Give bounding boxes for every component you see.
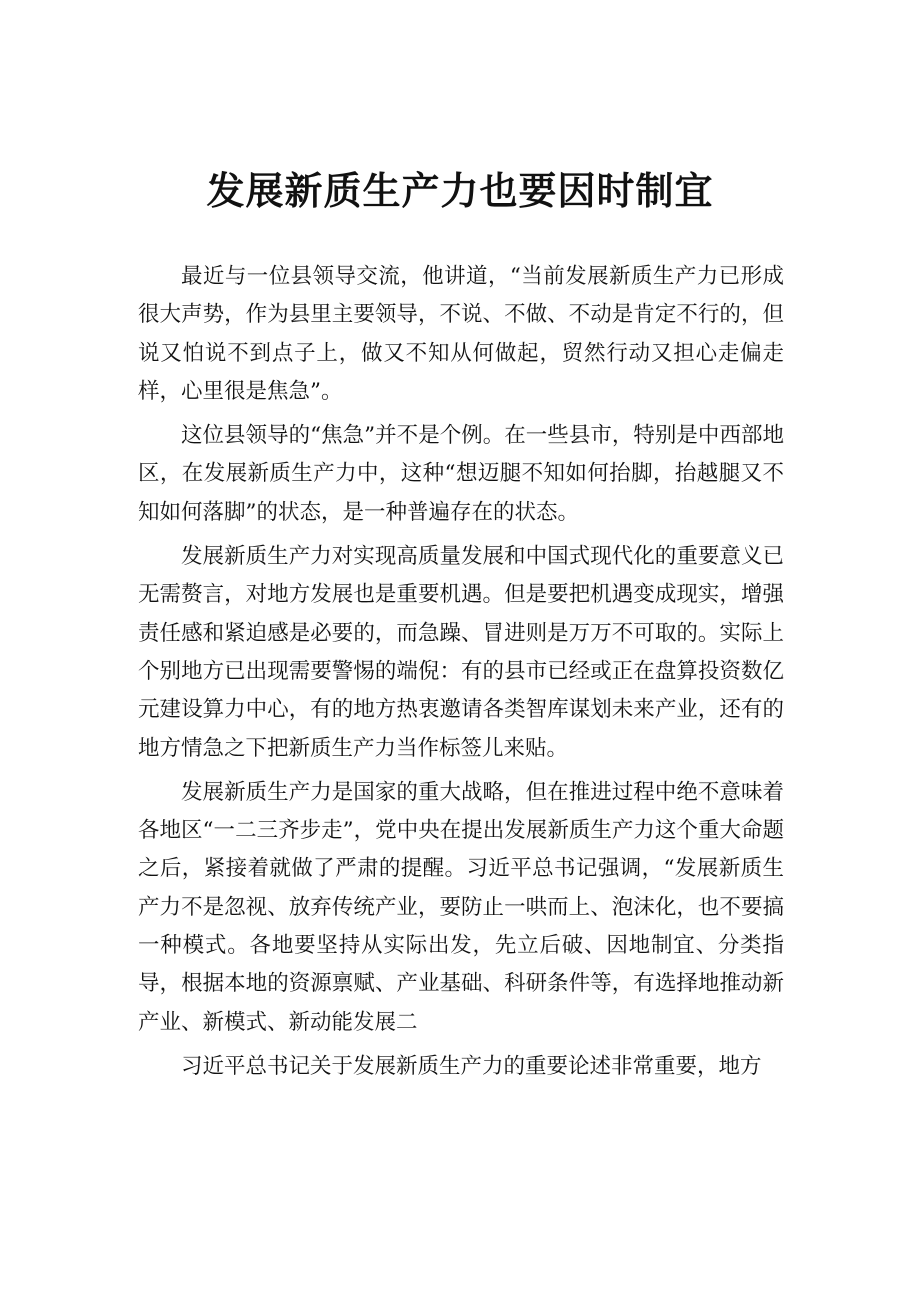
paragraph-1: 最近与一位县领导交流，他讲道，“当前发展新质生产力已形成很大声势，作为县里主要领导，不说、不做、不动是肯定不行的，但说又怕说不到点子上，做又不知从何做起，贸然行动又担心走偏走样，心里很是焦急”。 — [138, 264, 784, 404]
paragraph-3: 发展新质生产力对实现高质量发展和中国式现代化的重要意义已无需赘言，对地方发展也是重要机遇。但是要把机遇变成现实，增强责任感和紧迫感是必要的，而急躁、冒进则是万万不可取的。实际上个别地方已出现需要警惕的端倪：有的县市已经或正在盘算投资数亿元建设算力中心，有的地方热衷邀请各类智库谋划未来产业，还有的地方情急之下把新质生产力当作标签儿来贴。 — [138, 544, 784, 761]
paragraph-5: 习近平总书记关于发展新质生产力的重要论述非常重要，地方 — [181, 1053, 762, 1079]
document-body — [138, 258, 784, 1092]
paragraph-4: 发展新质生产力是国家的重大战略，但在推进过程中绝不意味着各地区“一二三齐步走”，党中央在提出发展新质生产力这个重大命题之后，紧接着就做了严肃的提醒。习近平总书记强调，“发展新质生产力不是忽视、放弃传统产业，要防止一哄而上、泡沫化，也不要搞一种模式。各地要坚持从实际出发，先立后破、因地制宜、分类指导，根据本地的资源禀赋、产业基础、科研条件等，有选择地推动新产业、新模式、新动能发展二 — [138, 779, 784, 1035]
document-title: 发展新质生产力也要因时制宜 — [206, 169, 714, 213]
paragraph-2: 这位县领导的“焦急”并不是个例。在一些县市，特别是中西部地区，在发展新质生产力中，这种“想迈腿不知如何抬脚，抬越腿又不知如何落脚”的状态，是一种普遍存在的状态。 — [138, 423, 784, 525]
